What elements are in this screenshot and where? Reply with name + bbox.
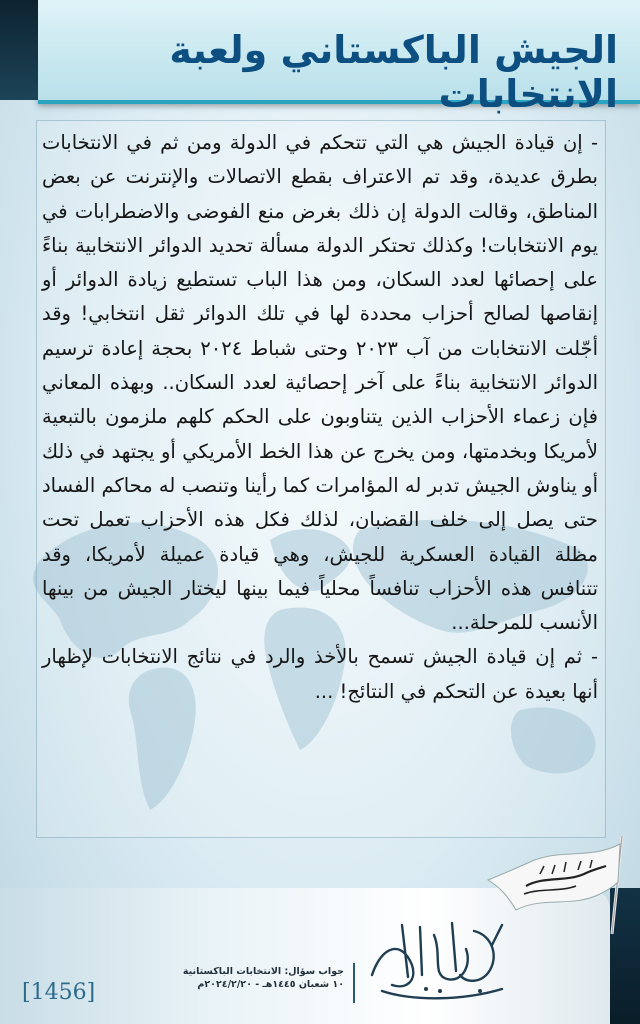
- calligraphy-seal-icon: [362, 905, 512, 1005]
- page-title: الجيش الباكستاني ولعبة الانتخابات: [169, 28, 618, 116]
- footer-divider: [353, 963, 355, 1003]
- source-date: ١٠ شعبان ١٤٤٥هـ - ٢٠٢٤/٢/٢٠م: [197, 979, 344, 990]
- source-reference: [182, 965, 344, 991]
- paragraph-2: - ثم إن قيادة الجيش تسمح بالأخذ والرد في نتائج الانتخابات لإظهار أنها بعيدة عن التحكم في النتائج! ...: [42, 645, 598, 703]
- article-body: [42, 126, 598, 709]
- paragraph-1: - إن قيادة الجيش هي التي تتحكم في الدولة ومن ثم في الانتخابات بطرق عديدة، وقد تم الاعتراف بقطع الاتصالات والإنترنت عن بعض المناطق، وقالت الدولة إن ذلك بغرض منع الفوضى والاضطرابات في يوم الانتخابات! وكذلك تحتكر الدولة مسألة تحديد الدوائر الانتخابية بناءً على إحصائها لعدد السكان، ومن هذا الباب تستطيع زيادة الدوائر أو إنقاصها لصالح أحزاب محددة لها في تلك الدوائر ثقل انتخابي! وقد أجّلت الانتخابات من آب ٢٠٢٣ وحتى شباط ٢٠٢٤ بحجة إعادة ترسيم الدوائر الانتخابية بناءً على آخر إحصائية لعدد السكان.. وبهذه المعاني فإن زعماء الأحزاب الذين يتناوبون على الحكم كلهم ملزمون بالتبعية لأمريكا وبخدمتها، ومن يخرج عن هذا الخط الأمريكي أو يجتهد في ذلك أو يناوش الجيش تدبر له المؤامرات كما رأينا وتنصب له محاكم الفساد حتى يصل إلى خلف القضبان، لذلك فكل هذه الأحزاب تعمل تحت مظلة القيادة العسكرية للجيش، وهي قيادة عميلة لأمريكا، وقد تتنافس هذه الأحزاب تنافساً محلياً فيما بينها ليختار الجيش من بينها الأنسب للمرحلة...: [42, 131, 599, 635]
- source-title: جواب سؤال: الانتخابات الباكستانية: [182, 966, 344, 977]
- issue-number: [1456]: [22, 980, 96, 1005]
- header-panel: [38, 0, 640, 116]
